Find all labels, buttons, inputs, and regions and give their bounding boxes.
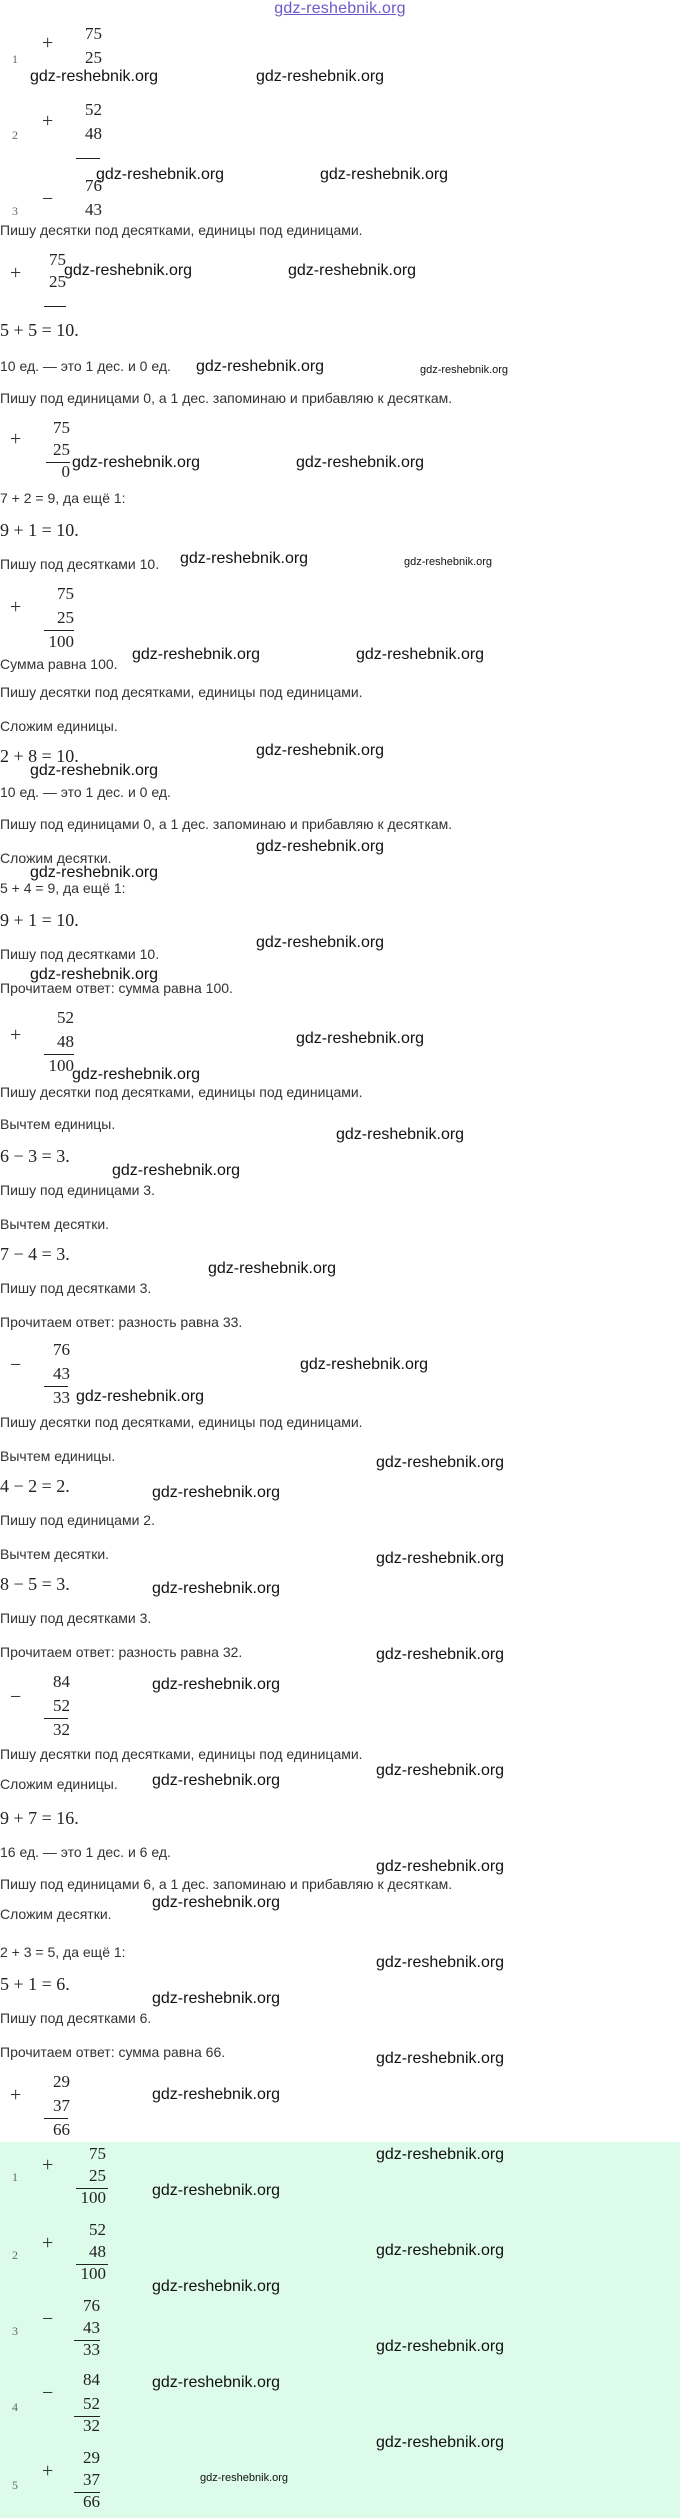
solution-line: Сложим десятки.: [0, 850, 112, 866]
minus-sign: −: [10, 1354, 22, 1376]
plus-sign: +: [42, 2154, 54, 2176]
result: 100: [80, 2264, 106, 2283]
solution-line: Сложим единицы.: [0, 718, 118, 734]
result: 33: [53, 1388, 70, 1407]
operand-a: 76: [53, 1340, 70, 1359]
solution-line: Вычтем десятки.: [0, 1546, 110, 1562]
result: 100: [48, 632, 74, 651]
solution-line: Сложим десятки.: [0, 1906, 112, 1922]
watermark-text: gdz-reshebnik.org: [296, 454, 425, 471]
plus-sign: +: [42, 2460, 54, 2482]
watermark-text: gdz-reshebnik.org: [132, 646, 261, 663]
operand-a: 76: [85, 176, 102, 195]
plus-sign: +: [10, 1024, 22, 1046]
list-index: 1: [12, 2170, 18, 2184]
operand-b: 43: [83, 2318, 100, 2337]
watermark-text: gdz-reshebnik.org: [96, 166, 225, 183]
operand-b: 25: [85, 48, 102, 67]
operand-b: 25: [53, 440, 70, 459]
solution-line: Пишу десятки под десятками, единицы под единицами.: [0, 222, 363, 238]
solution-line: 9 + 1 = 10.: [0, 520, 79, 540]
list-index: 3: [12, 2324, 18, 2338]
watermark-text: gdz-reshebnik.org: [376, 2050, 505, 2067]
watermark-text: gdz-reshebnik.org: [64, 262, 193, 279]
watermark-text: gdz-reshebnik.org: [152, 2086, 281, 2103]
operand-a: 84: [53, 1672, 70, 1691]
solution-line: 2 + 8 = 10.: [0, 746, 79, 766]
watermark-text: gdz-reshebnik.org: [336, 1126, 465, 1143]
sum-line: [44, 2118, 68, 2119]
list-index: 5: [12, 2478, 18, 2492]
minus-sign: −: [42, 2308, 54, 2330]
difference-line: [44, 1386, 68, 1387]
result: 100: [80, 2188, 106, 2207]
list-index: 4: [12, 2400, 18, 2414]
plus-sign: +: [42, 32, 54, 54]
list-index: 2: [12, 2248, 18, 2262]
list-index: 2: [12, 128, 18, 142]
watermark-text: gdz-reshebnik.org: [256, 742, 385, 759]
watermark-text: gdz-reshebnik.org: [376, 1646, 505, 1663]
watermark-text: gdz-reshebnik.org: [30, 864, 159, 881]
solution-line: Пишу десятки под десятками, единицы под единицами.: [0, 1746, 363, 1762]
result: 100: [48, 1056, 74, 1075]
sum-line: [44, 1054, 74, 1055]
watermark-text: gdz-reshebnik.org: [112, 1162, 241, 1179]
watermark-text: gdz-reshebnik.org: [208, 1260, 337, 1277]
operand-b: 37: [83, 2470, 100, 2489]
solution-line: Прочитаем ответ: сумма равна 100.: [0, 980, 233, 996]
watermark-text: gdz-reshebnik.org: [72, 454, 201, 471]
sum-line: [44, 306, 66, 307]
operand-a: 76: [83, 2296, 100, 2315]
solution-line: Пишу под десятками 3.: [0, 1610, 152, 1626]
watermark-text: gdz-reshebnik.org: [356, 646, 485, 663]
operand-b: 37: [53, 2096, 70, 2115]
result: 33: [83, 2340, 100, 2359]
watermark-text: gdz-reshebnik.org: [376, 1858, 505, 1875]
solution-line: Пишу под единицами 2.: [0, 1512, 155, 1528]
solution-line: Пишу под единицами 3.: [0, 1182, 155, 1198]
solution-line: Пишу под десятками 3.: [0, 1280, 152, 1296]
watermark-text: gdz-reshebnik.org: [376, 1550, 505, 1567]
operand-a: 84: [83, 2370, 100, 2389]
watermark-text: gdz-reshebnik.org: [288, 262, 417, 279]
solution-line: Пишу десятки под десятками, единицы под единицами.: [0, 1084, 363, 1100]
watermark-text: gdz-reshebnik.org: [376, 2434, 505, 2451]
operand-a: 29: [83, 2448, 100, 2467]
watermark-text: gdz-reshebnik.org: [180, 550, 309, 567]
operand-b: 48: [89, 2242, 106, 2261]
watermark-text: gdz-reshebnik.org: [320, 166, 449, 183]
minus-sign: −: [42, 2382, 54, 2404]
watermark-text: gdz-reshebnik.org: [152, 2182, 281, 2199]
watermark-text: gdz-reshebnik.org: [152, 1484, 281, 1501]
solution-line: 9 + 1 = 10.: [0, 910, 79, 930]
solution-line: 16 ед. — это 1 дес. и 6 ед.: [0, 1844, 171, 1860]
solution-line: Пишу под единицами 6, а 1 дес. запоминаю и прибавляю к десяткам.: [0, 1876, 453, 1892]
solution-line: Пишу под десятками 10.: [0, 946, 160, 962]
solution-line: Вычтем единицы.: [0, 1448, 116, 1464]
watermark-text: gdz-reshebnik.org: [152, 1676, 281, 1693]
plus-sign: +: [42, 110, 54, 132]
solution-line: 7 + 2 = 9, да ещё 1:: [0, 490, 126, 506]
plus-sign: +: [10, 596, 22, 618]
solution-line: Сложим единицы.: [0, 1776, 118, 1792]
watermark-text: gdz-reshebnik.org: [376, 2338, 505, 2355]
solution-line: 8 − 5 = 3.: [0, 1574, 70, 1594]
result: 66: [53, 2120, 70, 2139]
watermark-text: gdz-reshebnik.org: [376, 1454, 505, 1471]
solution-line: 4 − 2 = 2.: [0, 1476, 70, 1496]
solution-line: Прочитаем ответ: сумма равна 66.: [0, 2044, 226, 2060]
watermark-text: gdz-reshebnik.org: [404, 556, 493, 568]
watermark-text: gdz-reshebnik.org: [196, 358, 325, 375]
solution-line: 5 + 5 = 10.: [0, 320, 79, 340]
watermark-text: gdz-reshebnik.org: [76, 1388, 205, 1405]
operand-a: 52: [57, 1008, 74, 1027]
solution-line: Пишу под единицами 0, а 1 дес. запоминаю и прибавляю к десяткам.: [0, 816, 453, 832]
solution-line: Прочитаем ответ: разность равна 32.: [0, 1644, 243, 1660]
result: 32: [53, 1720, 70, 1739]
operand-b: 25: [89, 2166, 106, 2185]
operand-a: 75: [85, 24, 102, 43]
operand-b: 25: [49, 272, 66, 291]
solution-line: Прочитаем ответ: разность равна 33.: [0, 1314, 243, 1330]
watermark-text: gdz-reshebnik.org: [376, 1954, 505, 1971]
sum-line: [76, 158, 100, 159]
solution-line: Пишу десятки под десятками, единицы под единицами.: [0, 1414, 363, 1430]
watermark-text: gdz-reshebnik.org: [256, 68, 385, 85]
sum-line: [44, 630, 74, 631]
operand-a: 52: [89, 2220, 106, 2239]
solution-line: 6 − 3 = 3.: [0, 1146, 70, 1166]
operand-b: 48: [57, 1032, 74, 1051]
minus-sign: −: [42, 188, 54, 210]
solution-line: 5 + 1 = 6.: [0, 1974, 70, 1994]
watermark-text: gdz-reshebnik.org: [152, 1580, 281, 1597]
watermark-text: gdz-reshebnik.org: [256, 838, 385, 855]
watermark-text: gdz-reshebnik.org: [72, 1066, 201, 1083]
operand-b: 52: [83, 2394, 100, 2413]
solution-line: Сумма равна 100.: [0, 656, 118, 672]
operand-b: 52: [53, 1696, 70, 1715]
difference-line: [44, 1718, 68, 1719]
watermark-text: gdz-reshebnik.org: [420, 364, 509, 376]
result: 32: [83, 2416, 100, 2435]
solution-line: Пишу под десятками 6.: [0, 2010, 152, 2026]
plus-sign: +: [10, 2084, 22, 2106]
solution-line: 9 + 7 = 16.: [0, 1808, 79, 1828]
watermark-text: gdz-reshebnik.org: [152, 1894, 281, 1911]
site-header-link[interactable]: gdz-reshebnik.org: [274, 0, 406, 17]
list-index: 1: [12, 52, 18, 66]
solution-line: 5 + 4 = 9, да ещё 1:: [0, 880, 126, 896]
solution-line: Пишу десятки под десятками, единицы под единицами.: [0, 684, 363, 700]
watermark-text: gdz-reshebnik.org: [30, 68, 159, 85]
watermark-text: gdz-reshebnik.org: [200, 2472, 289, 2484]
operand-a: 75: [57, 584, 74, 603]
operand-b: 48: [85, 124, 102, 143]
operand-a: 75: [53, 418, 70, 437]
plus-sign: +: [10, 428, 22, 450]
operand-b: 43: [53, 1364, 70, 1383]
solution-line: Пишу под единицами 0, а 1 дес. запоминаю и прибавляю к десяткам.: [0, 390, 453, 406]
operand-a: 52: [85, 100, 102, 119]
solution-line: Вычтем десятки.: [0, 1216, 110, 1232]
solution-line: 7 − 4 = 3.: [0, 1244, 70, 1264]
result: 0: [61, 462, 70, 481]
solution-line: 10 ед. — это 1 дес. и 0 ед.: [0, 358, 171, 374]
operand-a: 29: [53, 2072, 70, 2091]
watermark-text: gdz-reshebnik.org: [296, 1030, 425, 1047]
plus-sign: +: [42, 2232, 54, 2254]
watermark-text: gdz-reshebnik.org: [376, 2242, 505, 2259]
solution-line: Вычтем единицы.: [0, 1116, 116, 1132]
watermark-text: gdz-reshebnik.org: [30, 762, 159, 779]
watermark-text: gdz-reshebnik.org: [152, 2278, 281, 2295]
plus-sign: +: [10, 262, 22, 284]
operand-a: 75: [89, 2144, 106, 2163]
solution-line: 2 + 3 = 5, да ещё 1:: [0, 1944, 126, 1960]
watermark-text: gdz-reshebnik.org: [30, 966, 159, 983]
watermark-text: gdz-reshebnik.org: [152, 2374, 281, 2391]
watermark-text: gdz-reshebnik.org: [256, 934, 385, 951]
solution-line: 10 ед. — это 1 дес. и 0 ед.: [0, 784, 171, 800]
list-index: 3: [12, 204, 18, 218]
watermark-text: gdz-reshebnik.org: [152, 1990, 281, 2007]
watermark-text: gdz-reshebnik.org: [152, 1772, 281, 1789]
watermark-text: gdz-reshebnik.org: [300, 1356, 429, 1373]
operand-a: 75: [49, 250, 66, 269]
operand-b: 43: [85, 200, 102, 219]
watermark-text: gdz-reshebnik.org: [376, 2146, 505, 2163]
solution-line: Пишу под десятками 10.: [0, 556, 160, 572]
result: 66: [83, 2492, 100, 2511]
minus-sign: −: [10, 1686, 22, 1708]
answer-section: [0, 2142, 680, 2518]
watermark-text: gdz-reshebnik.org: [376, 1762, 505, 1779]
operand-b: 25: [57, 608, 74, 627]
